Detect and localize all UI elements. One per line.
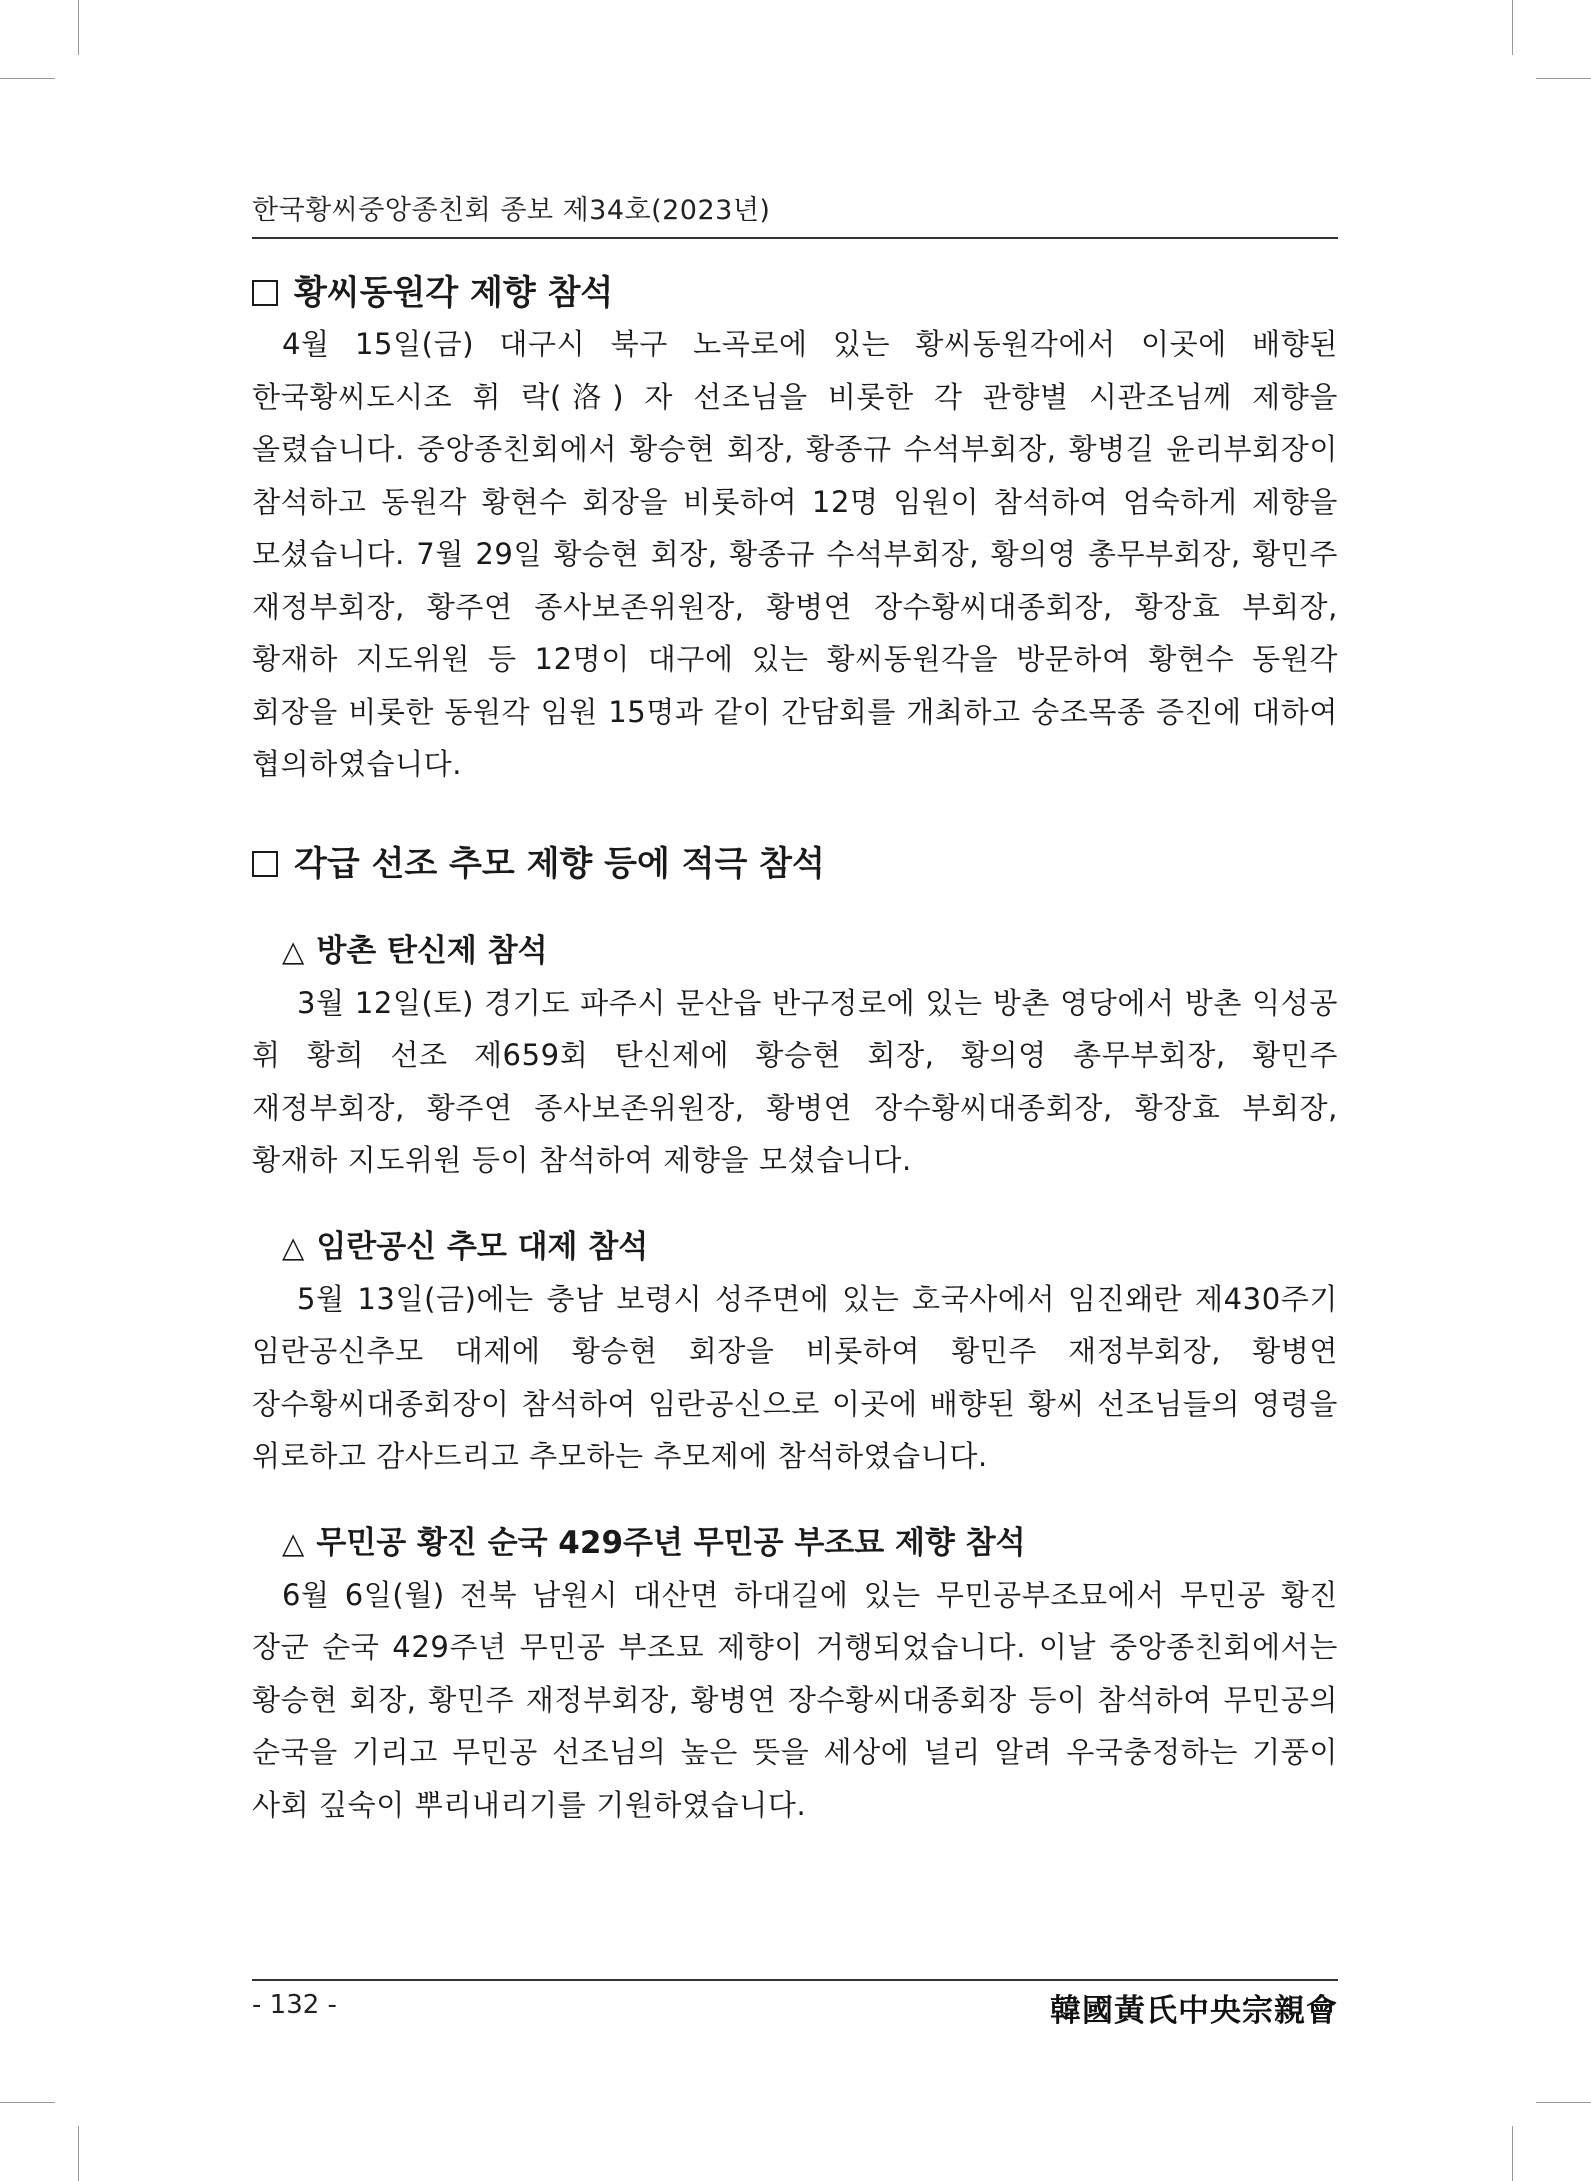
- section-title-text: 황씨동원각 제향 참석: [294, 273, 614, 313]
- crop-mark: [1536, 2102, 1591, 2103]
- square-bullet-icon: [252, 280, 278, 306]
- triangle-bullet-icon: △: [282, 1525, 305, 1560]
- footer-rule: [252, 1979, 1338, 1981]
- section-title: [252, 268, 1338, 318]
- crop-mark: [1512, 0, 1513, 55]
- running-header: 한국황씨중앙종친회 종보 제34호(2023년): [252, 195, 771, 226]
- subsection-title: △ 임란공신 추모 대제 참석: [252, 1221, 1338, 1273]
- square-bullet-icon: [252, 851, 278, 877]
- crop-mark: [78, 2126, 79, 2181]
- crop-mark: [78, 0, 79, 55]
- triangle-bullet-icon: △: [282, 1229, 305, 1264]
- crop-mark: [1536, 78, 1591, 79]
- section-title-text: 각급 선조 추모 제향 등에 적극 참석: [294, 843, 825, 884]
- organization-mark: 韓國黃氏中央宗親會: [1050, 1993, 1338, 2029]
- subsection-title: △ 방촌 탄신제 참석: [252, 925, 1338, 977]
- subsection-paragraph: 5월 13일(금)에는 충남 보령시 성주면에 있는 호국사에서 임진왜란 제430주기 임란공신추모 대제에 황승현 회장을 비롯하여 황민주 재정부회장, 황병연 장수황씨대종회장이 참석하여 임란공신으로 이곳에 배향된 황씨 선조님들의 영령을 위로하고 감사드리고 추모하는 추모제에 참석하였습니다.: [252, 1281, 1338, 1473]
- triangle-bullet-icon: △: [282, 933, 305, 968]
- crop-mark: [0, 2102, 55, 2103]
- page-content: [252, 268, 1338, 1831]
- section-paragraph: 4월 15일(금) 대구시 북구 노곡로에 있는 황씨동원각에서 이곳에 배향된 한국황씨도시조 휘 락(洛) 자 선조님을 비롯한 각 관향별 시관조님께 제향을 올렸습니다. 중앙종친회에서 황승현 회장, 황종규 수석부회장, 황병길 윤리부회장이 참석하고 동원각 황현수 회장을 비롯하여 12명 임원이 참석하여 엄숙하게 제향을 모셨습니다. 7월 29일 황승현 회장, 황종규 수석부회장, 황의영 총무부회장, 황민주 재정부회장, 황주연 종사보존위원장, 황병연 장수황씨대종회장, 황장효 부회장, 황재하 지도위원 등 12명이 대구에 있는 황씨동원각을 방문하여 황현수 동원각 회장을 비롯한 동원각 임원 15명과 같이 간담회를 개최하고 숭조목종 증진에 대하여 협의하였습니다.: [252, 327, 1338, 781]
- subsection-paragraph: 3월 12일(토) 경기도 파주시 문산읍 반구정로에 있는 방촌 영당에서 방촌 익성공 휘 황희 선조 제659회 탄신제에 황승현 회장, 황의영 총무부회장, 황민주 재정부회장, 황주연 종사보존위원장, 황병연 장수황씨대종회장, 황장효 부회장, 황재하 지도위원 등이 참석하여 제향을 모셨습니다.: [252, 985, 1338, 1177]
- subsection-title: △ 무민공 황진 순국 429주년 무민공 부조묘 제향 참석: [252, 1517, 1338, 1569]
- page-number: - 132 -: [252, 1990, 337, 2020]
- section-title: [252, 839, 1338, 889]
- crop-mark: [1512, 2126, 1513, 2181]
- crop-mark: [0, 78, 55, 79]
- header-rule: [252, 237, 1338, 239]
- subsection-paragraph: 6월 6일(월) 전북 남원시 대산면 하대길에 있는 무민공부조묘에서 무민공 황진 장군 순국 429주년 무민공 부조묘 제향이 거행되었습니다. 이날 중앙종친회에서는 황승현 회장, 황민주 재정부회장, 황병연 장수황씨대종회장 등이 참석하여 무민공의 순국을 기리고 무민공 선조님의 높은 뜻을 세상에 널리 알려 우국충정하는 기풍이 사회 깊숙이 뿌리내리기를 기원하였습니다.: [252, 1577, 1338, 1822]
